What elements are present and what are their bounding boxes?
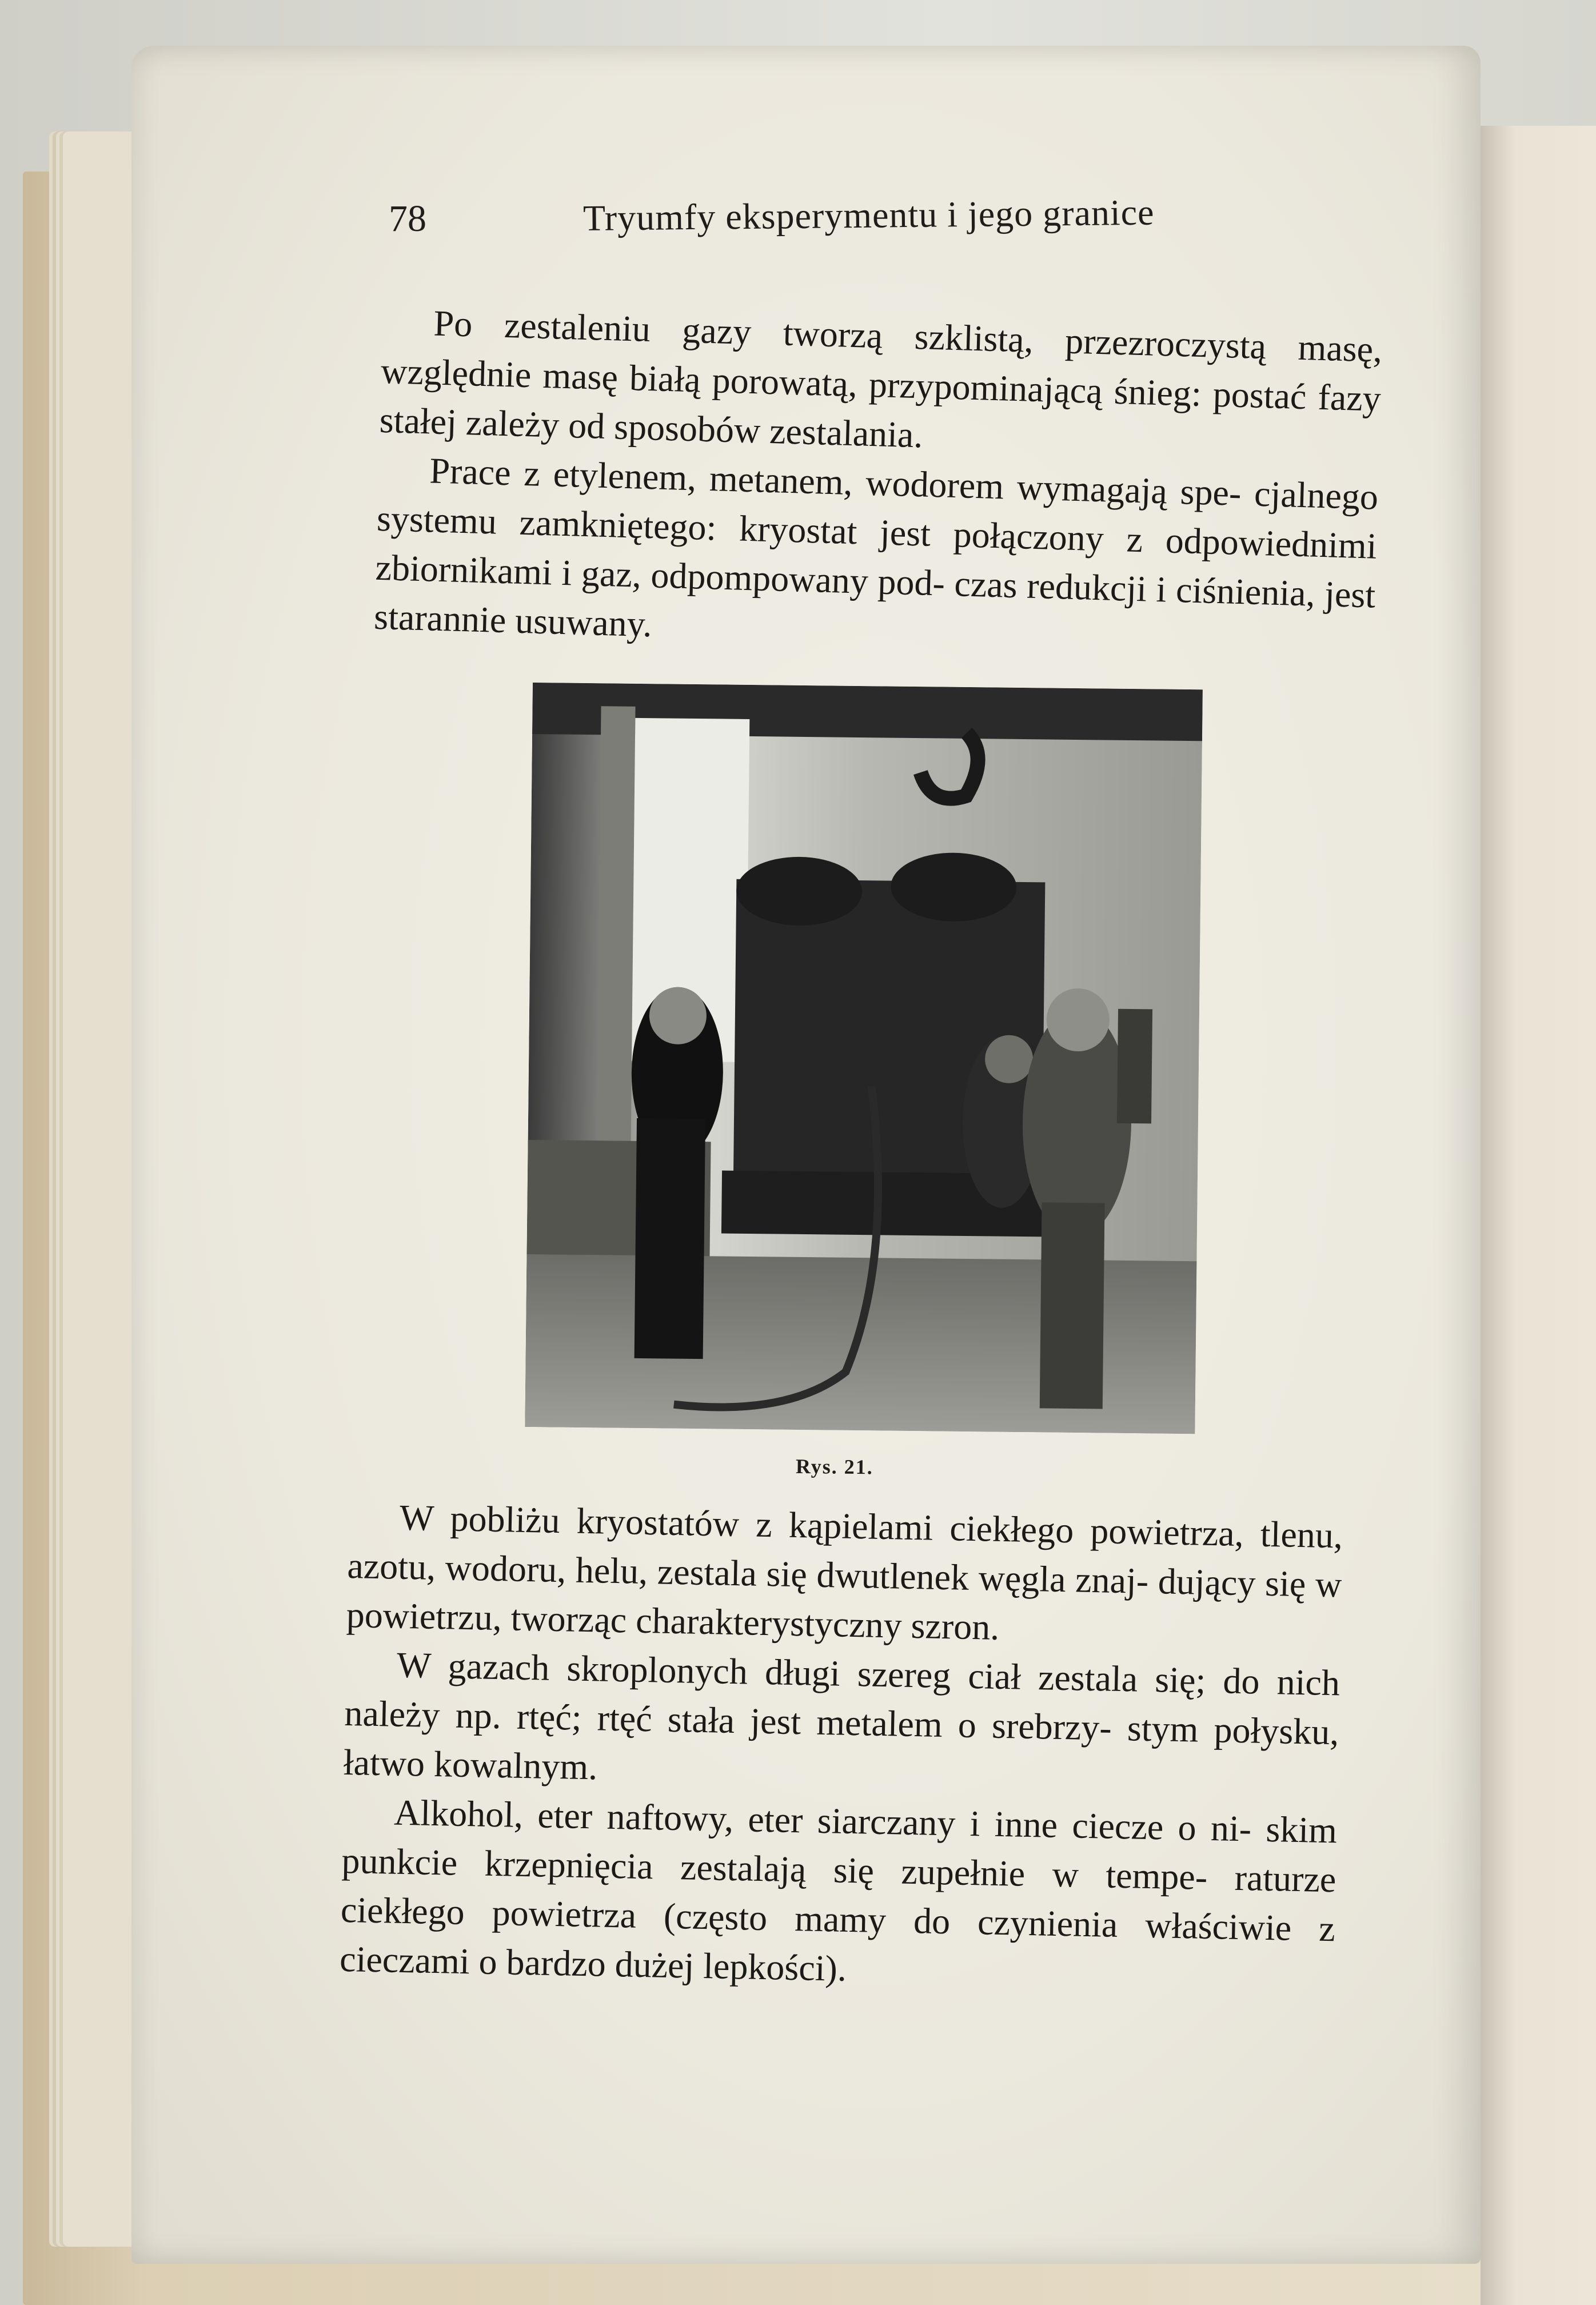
text-line: względnie masę białą porowatą, przypominającą śnieg: — [380, 350, 1202, 414]
text-line: W gazach skroplonych długi szereg ciał zestala się; do — [396, 1644, 1260, 1702]
page-number: 78 — [389, 198, 426, 240]
text-line: cjalnego systemu zamkniętego: kryostat jest połączony — [376, 473, 1379, 559]
figure-photo — [525, 683, 1203, 1434]
text-line: z odpowiednimi zbiornikami i gaz, odpompowany pod- — [374, 519, 1378, 604]
text-line: postać fazy stałej zależy od sposobów zestalania. — [379, 373, 1382, 456]
text-line: Po zestaleniu gazy tworzą szklistą, przezroczystą masę, — [433, 302, 1383, 370]
paragraph-2 — [373, 445, 1379, 669]
text-line: czas redukcji i ciśnienia, jest starannie usuwany. — [373, 563, 1376, 645]
text-line: raturze ciekłego powietrza (często mamy do czynienia — [340, 1857, 1337, 1945]
text-line: nich należy np. rtęć; rtęć stała jest metalem o srebrzy- — [344, 1661, 1340, 1748]
paragraph-1 — [379, 297, 1383, 473]
text-line: tlenu, azotu, wodoru, helu, zestala się dwutlenek węgla znaj- — [346, 1513, 1343, 1601]
paragraph-5 — [339, 1787, 1337, 2003]
text-line: właściwie z cieczami o bardzo dużej lepkości). — [339, 1904, 1336, 1989]
text-line: dujący się w powietrzu, tworząc charakterystyczny szron. — [346, 1561, 1342, 1648]
text-line: skim punkcie krzepnięcia zestalają się zupełnie w tempe- — [341, 1808, 1338, 1897]
paragraph-3 — [346, 1492, 1343, 1658]
running-title: Tryumfy eksperymentu i jego granice — [582, 192, 1155, 238]
right-page-edge — [1481, 126, 1596, 2305]
page-header — [252, 192, 1280, 266]
laboratory-photo — [525, 683, 1203, 1434]
bottom-text-block — [339, 1492, 1343, 2003]
paragraph-4 — [343, 1640, 1340, 1806]
figure-caption: Rys. 21. — [795, 1454, 873, 1479]
text-line: Prace z etylenem, metanem, wodorem wymagają spe- — [429, 450, 1242, 514]
text-line: Alkohol, eter naftowy, eter siarczany i inne ciecze o ni- — [393, 1792, 1252, 1849]
text-line: W pobliżu kryostatów z kąpielami ciekłego powietrza, — [399, 1497, 1244, 1554]
text-line: stym połysku, łatwo kowalnym. — [343, 1708, 1339, 1788]
top-text-block — [373, 297, 1383, 669]
